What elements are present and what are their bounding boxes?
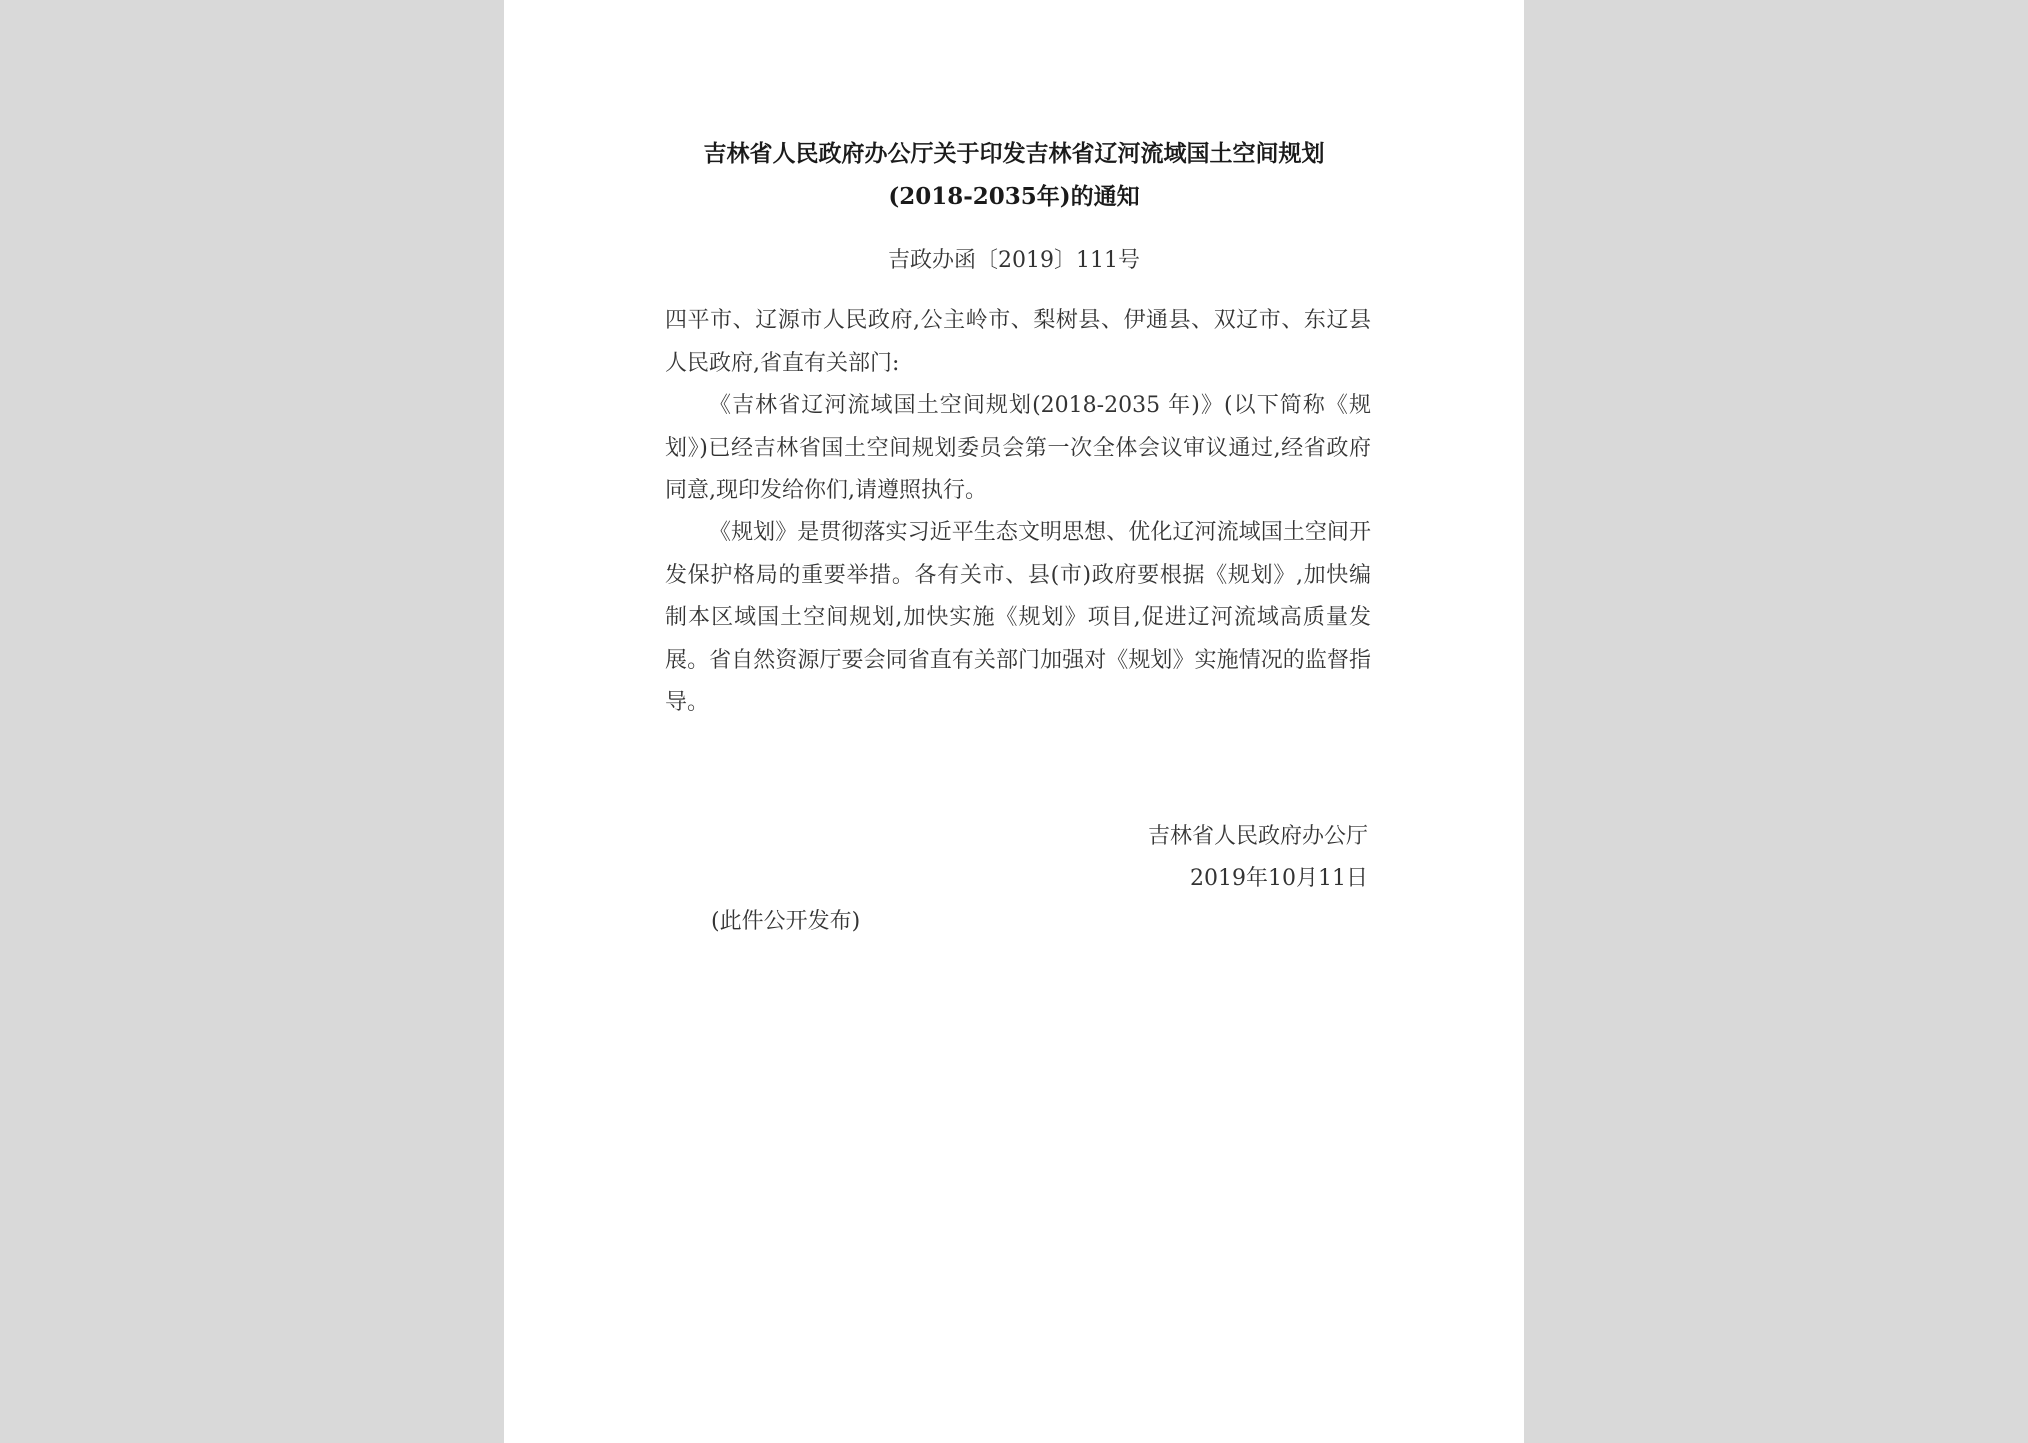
public-release-note: (此件公开发布) (711, 909, 861, 934)
paragraph-1-text: 《吉林省辽河流域国土空间规划(2018-2035 年)》(以下简称《规划》)已经吉林省国土空间规划委员会第一次全体会议审议通过,经省政府同意,现印发给你们,请遵照执行。 (665, 393, 1371, 503)
signature-organization: 吉林省人民政府办公厅 (1147, 824, 1368, 849)
paragraph-2-block (665, 512, 1371, 725)
signature-date: 2019年10月11日 (1190, 866, 1368, 891)
addressee-block (665, 300, 1371, 385)
document-number: 吉政办函〔2019〕111号 (888, 248, 1140, 273)
document-title-line-2: (2018-2035年)的通知 (888, 183, 1140, 210)
document-page (504, 0, 1524, 1443)
paragraph-1-block (665, 385, 1371, 513)
addressee-text: 四平市、辽源市人民政府,公主岭市、梨树县、伊通县、双辽市、东辽县人民政府,省直有关部门: (665, 308, 1371, 376)
document-title-line-1: 吉林省人民政府办公厅关于印发吉林省辽河流域国土空间规划 (703, 140, 1325, 167)
paragraph-2-text: 《规划》是贯彻落实习近平生态文明思想、优化辽河流域国土空间开发保护格局的重要举措。各有关市、县(市)政府要根据《规划》,加快编制本区域国土空间规划,加快实施《规划》项目,促进辽河流域高质量发展。省自然资源厅要会同省直有关部门加强对《规划》实施情况的监督指导。 (665, 520, 1371, 715)
